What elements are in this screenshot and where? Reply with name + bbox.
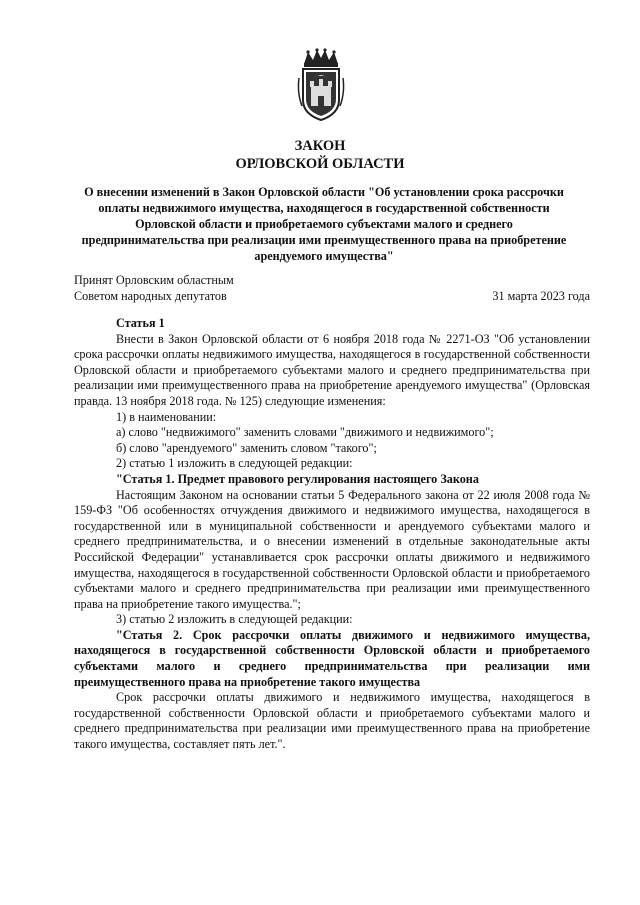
adoption-line2: Советом народных депутатов xyxy=(74,289,227,303)
new-article2-text: Срок рассрочки оплаты движимого и недвижимого имущества, находящегося в государственной собственности Орловской области и приобретаемого субъектами малого и среднего предпринимательства при реализации ими преимущественного права на приобретение такого имущества, составляет пять лет.". xyxy=(74,690,590,752)
change-item-3: 3) статью 2 изложить в следующей редакции: xyxy=(116,612,353,627)
change-item-1b: б) слово "арендуемого" заменить словом "такого"; xyxy=(116,440,377,455)
change-item-1: 1) в наименовании: xyxy=(116,409,217,424)
adoption-block xyxy=(74,272,590,304)
oryol-oblast-coat-of-arms xyxy=(296,48,346,124)
article1-intro: Внести в Закон Орловской области от 6 ноября 2018 года № 2271-ОЗ "Об установлении срока рассрочки оплаты недвижимого имущества, находящегося в государственной собственности Орловской области и приобретаемого субъектами малого и среднего предпринимательства при реализации ими преимущественного права на приобретение арендуемого имущества" (Орловская правда. 13 ноября 2018 года. № 125) следующие изменения: xyxy=(74,331,590,408)
adoption-line1: Принят Орловским областным xyxy=(74,273,234,287)
law-subject: О внесении изменений в Закон Орловской области "Об установлении срока рассрочки оплаты недвижимого имущества, находящегося в государственной собственности Орловской области и приобретаемого субъектами малого и среднего предпринимательства при реализации ими преимущественного права на приобретение арендуемого имущества" xyxy=(81,185,567,263)
change-item-2: 2) статью 1 изложить в следующей редакции: xyxy=(116,456,353,471)
article1-heading: Статья 1 xyxy=(116,316,165,330)
new-article1-heading: "Статья 1. Предмет правового регулирования настоящего Закона xyxy=(116,471,479,486)
law-title-line2: ОРЛОВСКОЙ ОБЛАСТИ xyxy=(235,156,405,172)
new-article2-heading: "Статья 2. Срок рассрочки оплаты движимого и недвижимого имущества, находящегося в государственной собственности Орловской области и приобретаемого субъектами малого и среднего предпринимательства при реализации ими преимущественного права на приобретение такого имущества xyxy=(74,627,590,689)
adoption-date: 31 марта 2023 года xyxy=(492,289,590,303)
change-item-1a: а) слово "недвижимого" заменить словами "движимого и недвижимого"; xyxy=(116,425,494,440)
law-title-line1: ЗАКОН xyxy=(294,138,346,154)
new-article1-text: Настоящим Законом на основании статьи 5 Федерального закона от 22 июля 2008 года № 159-ФЗ "Об особенностях отчуждения движимого и недвижимого имущества, находящегося в государственной или в муниципальной собственности и арендуемого субъектами малого и среднего предпринимательства, и о внесении изменений в отдельные законодательные акты Российской Федерации" устанавливается срок рассрочки оплаты движимого и недвижимого имущества, находящегося в государственной собственности Орловской области и приобретаемого субъектами малого и среднего предпринимательства при реализации ими преимущественного права на приобретение такого имущества."; xyxy=(74,487,590,611)
law-body xyxy=(74,316,590,753)
